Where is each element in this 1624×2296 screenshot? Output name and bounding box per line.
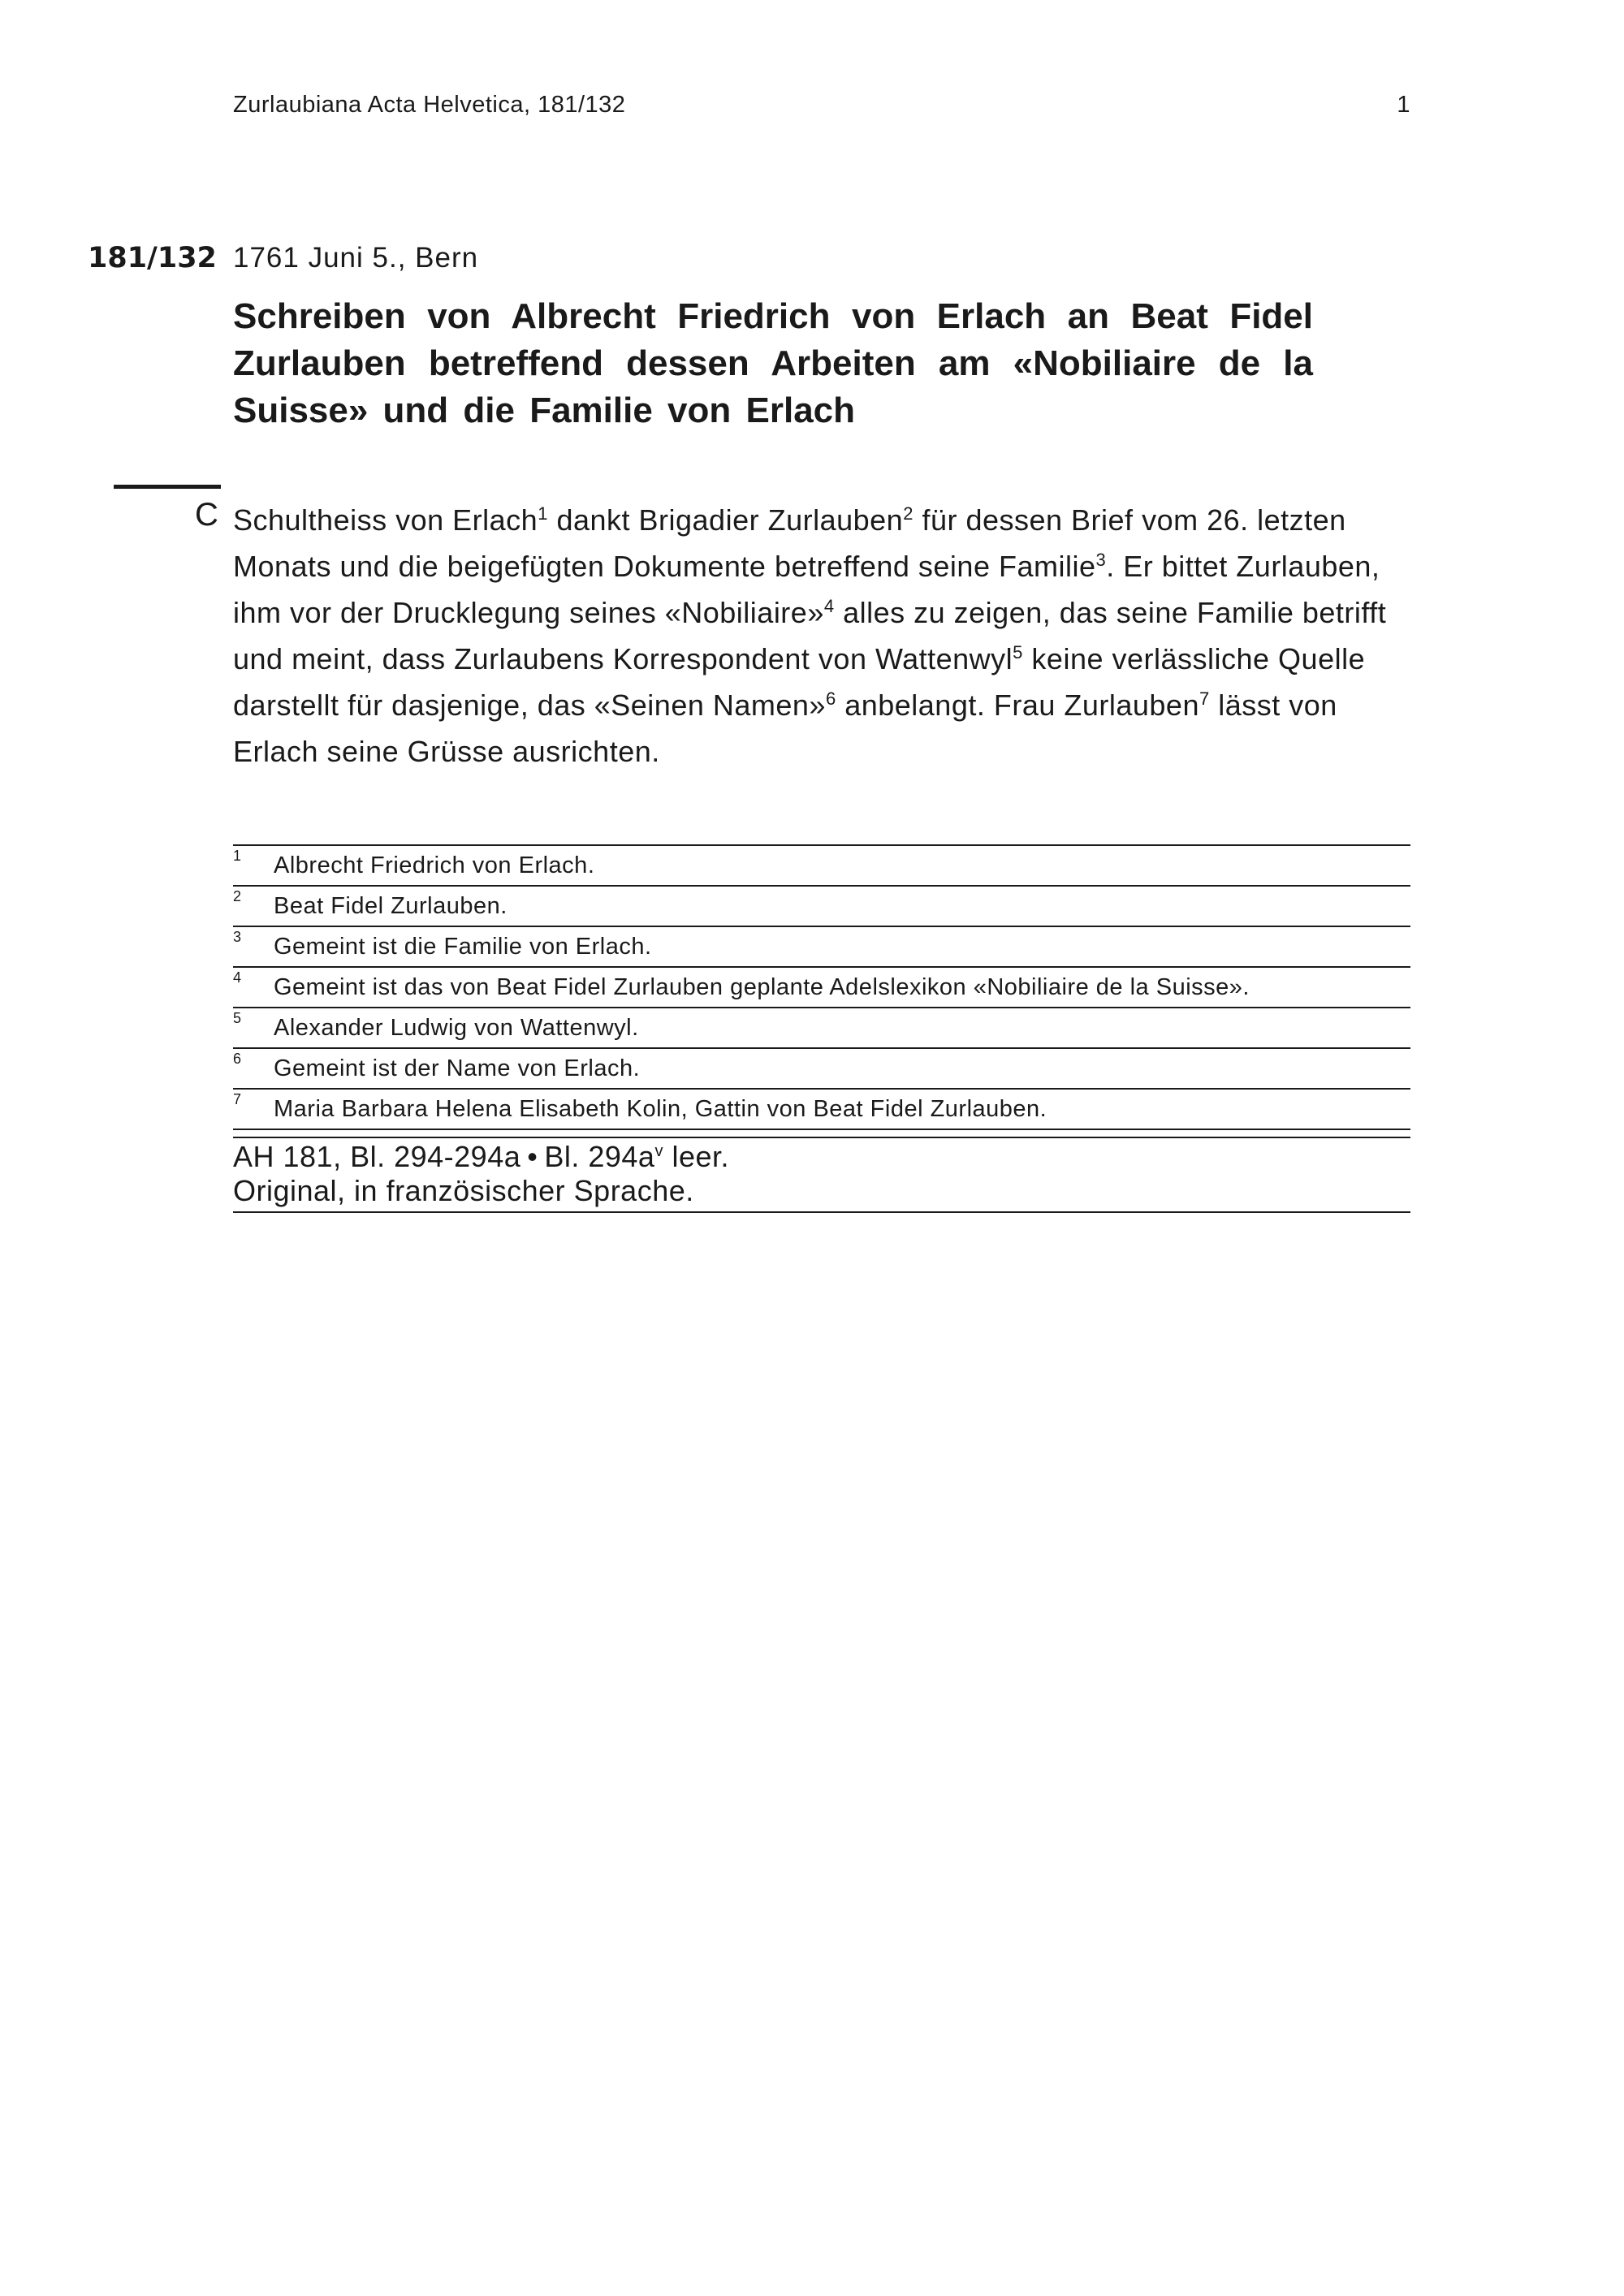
regest-segment: für dessen Brief vom 26. letzten Monats und die beigefügten Dokumente betreffend seine Familie — [233, 503, 1346, 583]
regest-segment: . Er bittet Zurlauben, ihm vor der Drucklegung seines «Nobiliaire» — [233, 550, 1380, 629]
footnote-text: Maria Barbara Helena Elisabeth Kolin, Gattin von Beat Fidel Zurlauben. — [274, 1096, 1047, 1122]
regest-segment: keine verlässliche Quelle darstellt für dasjenige, das «Seinen Namen» — [233, 642, 1366, 722]
regest-segment: dankt Brigadier Zurlauben — [547, 503, 904, 537]
footnote-row — [233, 1008, 1410, 1049]
footnote-number: 7 — [233, 1091, 242, 1107]
footnote-number: 6 — [233, 1051, 242, 1067]
regest-paragraph — [233, 497, 1410, 775]
footnote-reference: 1 — [538, 503, 548, 524]
document-number: 181/132 — [88, 242, 217, 274]
blank-leaf-note: leer. — [663, 1140, 729, 1173]
footnote-reference: 6 — [825, 688, 836, 709]
footnote-row — [233, 968, 1410, 1008]
footnote-reference: 5 — [1013, 642, 1023, 662]
original-language-note: Original, in französischer Sprache. — [233, 1174, 694, 1207]
footnote-list — [233, 844, 1410, 1130]
verso-marker: v — [654, 1142, 663, 1160]
footnote-row — [233, 1049, 1410, 1090]
source-block — [233, 1137, 1410, 1213]
footnote-row — [233, 887, 1410, 927]
footnote-reference: 7 — [1199, 688, 1210, 709]
source-shelfmark-line — [233, 1140, 1410, 1174]
footnote-text: Gemeint ist der Name von Erlach. — [274, 1055, 641, 1081]
regest-segment: lässt von Erlach seine Grüsse ausrichten. — [233, 688, 1337, 768]
margin-rule — [114, 485, 221, 489]
blank-leaf: Bl. 294a — [544, 1140, 655, 1173]
footnote-reference: 4 — [823, 596, 835, 616]
bullet-separator: • — [527, 1140, 538, 1173]
running-header — [233, 92, 1410, 124]
footnote-text: Gemeint ist das von Beat Fidel Zurlauben geplante Adelslexikon «Nobiliaire de la Suisse». — [274, 974, 1250, 1000]
footnote-number: 2 — [233, 888, 242, 904]
document-date-place: 1761 Juni 5., Bern — [233, 242, 479, 274]
document-title: Schreiben von Albrecht Friedrich von Erlach an Beat Fidel Zurlauben betreffend dessen Arbeiten am «Nobiliaire de la Suisse» und die Familie von Erlach — [233, 296, 1313, 430]
regest-segment: alles zu zeigen, das seine Familie betrifft und meint, dass Zurlaubens Korrespondent von Wattenwyl — [233, 596, 1387, 675]
running-title: Zurlaubiana Acta Helvetica, 181/132 — [233, 92, 626, 118]
footnote-row — [233, 927, 1410, 968]
regest-segment: anbelangt. Frau Zurlauben — [836, 688, 1199, 722]
footnote-text: Alexander Ludwig von Wattenwyl. — [274, 1015, 639, 1041]
footnote-row — [233, 1090, 1410, 1130]
footnote-text: Beat Fidel Zurlauben. — [274, 893, 508, 919]
footnote-text: Albrecht Friedrich von Erlach. — [274, 852, 595, 878]
page-number: 1 — [1397, 92, 1410, 118]
footnote-reference: 2 — [903, 503, 914, 524]
footnote-row — [233, 846, 1410, 887]
regest-segment: Schultheiss von Erlach — [233, 503, 538, 537]
footnote-text: Gemeint ist die Familie von Erlach. — [274, 934, 652, 960]
footnote-number: 4 — [233, 969, 242, 986]
footnote-number: 1 — [233, 848, 242, 864]
footnote-number: 5 — [233, 1010, 242, 1026]
footnote-reference: 3 — [1095, 550, 1107, 570]
footnote-number: 3 — [233, 929, 242, 945]
source-shelfmark: AH 181, Bl. 294-294a — [233, 1140, 521, 1173]
margin-letter: C — [195, 497, 218, 533]
